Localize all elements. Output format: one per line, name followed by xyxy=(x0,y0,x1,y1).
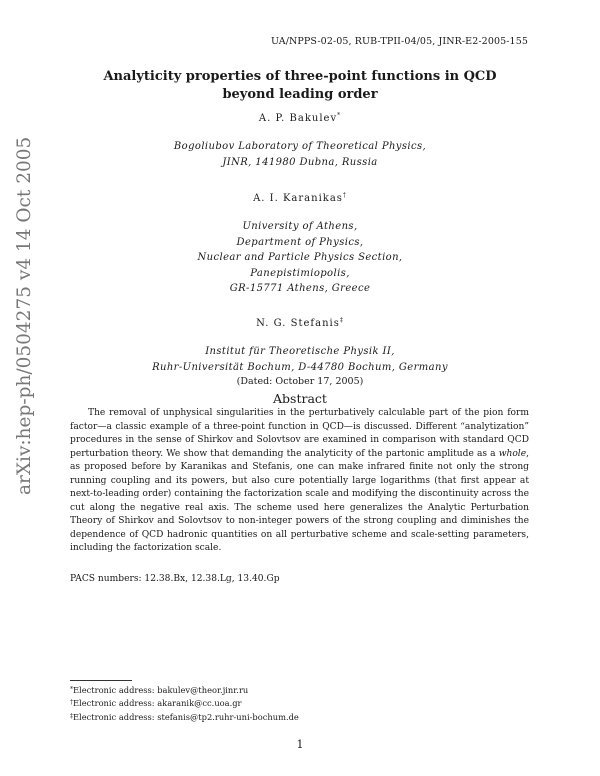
footnote xyxy=(70,711,299,724)
author-name-text: N. G. Stefanis xyxy=(256,318,340,329)
affiliation-line: GR-15771 Athens, Greece xyxy=(229,283,371,294)
affiliation xyxy=(0,344,600,375)
dated-line: (Dated: October 17, 2005) xyxy=(236,376,364,387)
abstract-text: The removal of unphysical singularities in the perturbatively calculable part of the pion form factor—a classic example of a three-point function in QCD—is discussed. Different “analytization” procedures in the sense of Shirkov and Solovtsov are examined in comparison with standard QCD perturbation theory. We show that demanding the analyticity of the partonic amplitude as a xyxy=(70,408,529,459)
footnote-rule xyxy=(70,680,132,681)
author-name xyxy=(0,193,600,204)
footnote-text: Electronic address: bakulev@theor.jinr.ru xyxy=(73,685,249,695)
affiliation-line: Panepistimiopolis, xyxy=(250,267,350,279)
footnote-text: Electronic address: stefanis@tp2.ruhr-uni-bochum.de xyxy=(73,711,299,722)
footnote-mark: * xyxy=(70,686,73,693)
affiliation-line: Ruhr-Universität Bochum, D-44780 Bochum, Germany xyxy=(152,361,448,373)
paper-title: Analyticity properties of three-point functions in QCD beyond leading order xyxy=(103,69,497,102)
affiliation xyxy=(0,139,600,170)
author-footnote-mark: * xyxy=(337,112,342,119)
author-footnote-mark: † xyxy=(342,192,347,199)
page-number: 1 xyxy=(296,738,304,751)
author-name xyxy=(0,113,600,124)
abstract-heading: Abstract xyxy=(273,391,327,406)
affiliation-line: Department of Physics, xyxy=(236,236,364,248)
pacs-numbers: PACS numbers: 12.38.Bx, 12.38.Lg, 13.40.Gp xyxy=(70,574,280,584)
affiliation-line: Bogoliubov Laboratory of Theoretical Physics, xyxy=(173,141,427,152)
footnote xyxy=(70,697,299,710)
footnote-mark: ‡ xyxy=(70,712,73,720)
affiliation xyxy=(0,219,600,297)
abstract-body xyxy=(70,407,529,556)
abstract-text: , as proposed before by Karanikas and Stefanis, one can make infrared finite not only the strong running coupling and its powers, but also cure potentially large logarithms (that first appear at next-to-leading order) containing the factorization scale and modifying the discontinuity across the cut along the negative real axis. The scheme used here generalizes the Analytic Perturbation Theory of Shirkov and Solovtsov to non-integer powers of the strong coupling and diminishes the dependence of QCD hadronic quantities on all perturbative scheme and scale-setting parameters, including the factorization scale. xyxy=(70,448,529,553)
report-numbers: UA/NPPS-02-05, RUB-TPII-04/05, JINR-E2-2005-155 xyxy=(270,36,528,47)
author-name xyxy=(0,318,600,329)
author-name-text: A. I. Karanikas xyxy=(253,193,343,204)
footnote-text: Electronic address: akaranik@cc.uoa.gr xyxy=(73,698,242,709)
arxiv-sidebar-stamp: arXiv:hep-ph/0504275 v4 14 Oct 2005 xyxy=(14,136,35,495)
author-footnote-mark: ‡ xyxy=(339,317,344,324)
abstract-emphasis: whole xyxy=(498,448,527,459)
footnote xyxy=(70,684,299,697)
footnotes xyxy=(70,684,299,724)
affiliation-line: Institut für Theoretische Physik II, xyxy=(205,346,395,357)
affiliation-line: JINR, 141980 Dubna, Russia xyxy=(222,156,378,168)
affiliation-line: University of Athens, xyxy=(242,221,358,232)
author-name-text: A. P. Bakulev xyxy=(258,113,338,124)
footnote-mark: † xyxy=(70,699,73,707)
affiliation-line: Nuclear and Particle Physics Section, xyxy=(197,252,403,263)
